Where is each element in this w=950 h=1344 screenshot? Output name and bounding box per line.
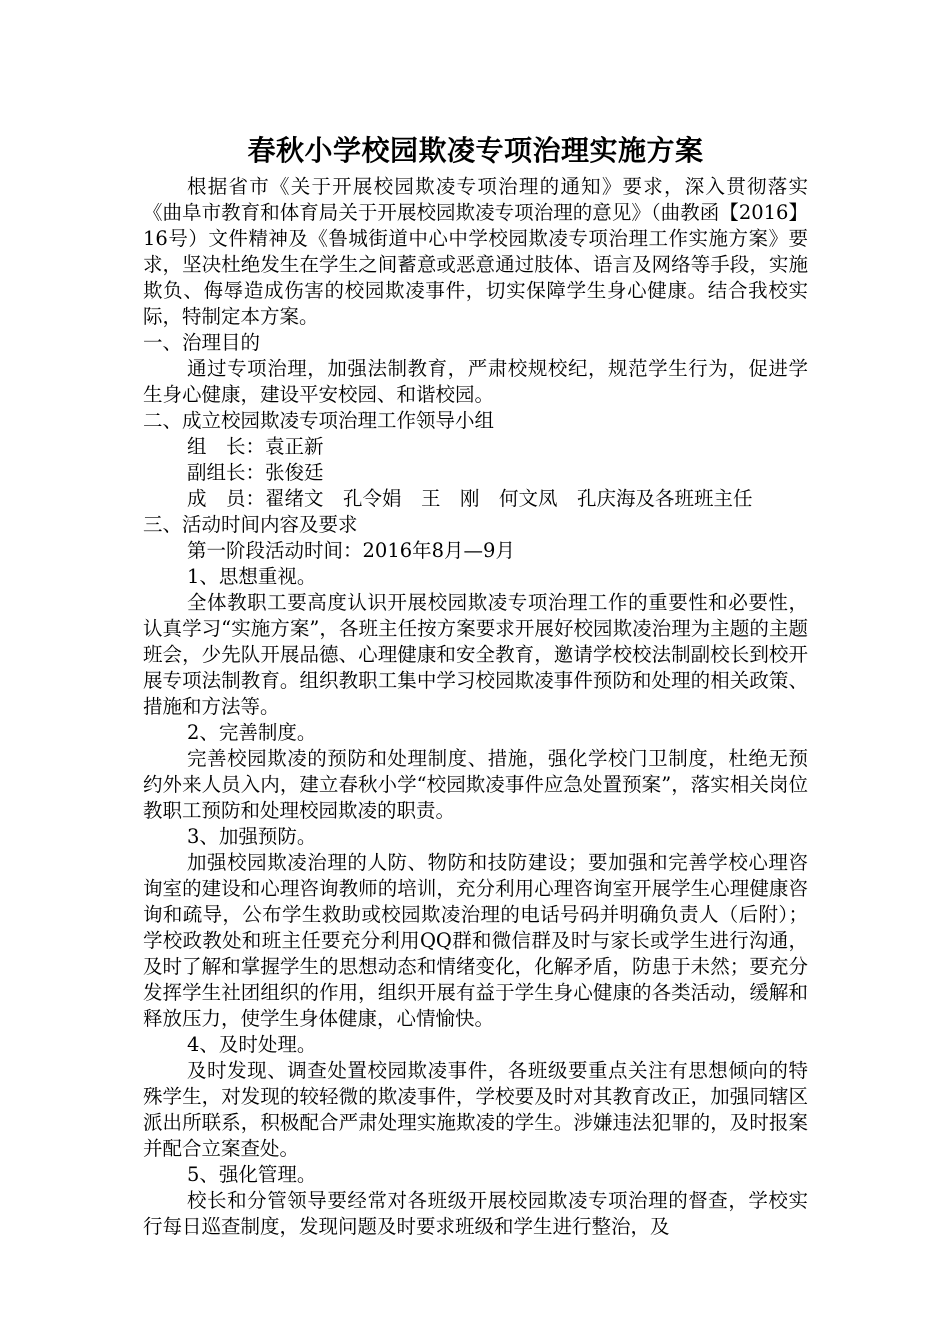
item-5-body: 校长和分管领导要经常对各班级开展校园欺凌专项治理的督查，学校实行每日巡查制度，发现问题及时要求班级和学生进行整治，及 (143, 1189, 808, 1238)
group-deputy-leader: 副组长：张俊廷 (187, 461, 324, 484)
item-3-title: 3、加强预防。 (187, 825, 317, 848)
item-1-body: 全体教职工要高度认识开展校园欺凌专项治理工作的重要性和必要性，认真学习“实施方案”，各班主任按方案要求开展好校园欺凌治理为主题的主题班会，少先队开展品德、心理健康和安全教育，邀请学校校法制副校长到校开展专项法制教育。组织教职工集中学习校园欺凌事件预防和处理的相关政策、措施和方法等。 (143, 591, 808, 718)
section-1-heading: 一、治理目的 (143, 331, 261, 354)
document-title: 春秋小学校园欺凌专项治理实施方案 (247, 134, 704, 167)
item-2-title: 2、完善制度。 (187, 721, 317, 744)
intro-paragraph: 根据省市《关于开展校园欺凌专项治理的通知》要求，深入贯彻落实《曲阜市教育和体育局关于开展校园欺凌专项治理的意见》（曲教函【2016】16号）文件精神及《鲁城街道中心中学校园欺凌专项治理工作实施方案》要求，坚决杜绝发生在学生之间蓄意或恶意通过肢体、语言及网络等手段，实施欺负、侮辱造成伤害的校园欺凌事件，切实保障学生身心健康。结合我校实际，特制定本方案。 (143, 175, 808, 328)
document-page (143, 130, 808, 1240)
item-4-body: 及时发现、调查处置校园欺凌事件，各班级要重点关注有思想倾向的特殊学生，对发现的较轻微的欺凌事件，学校要及时对其教育改正，加强同辖区派出所联系，积极配合严肃处理实施欺凌的学生。涉嫌违法犯罪的，及时报案并配合立案查处。 (143, 1059, 808, 1160)
phase-time: 第一阶段活动时间：2016年8月—9月 (187, 539, 515, 562)
item-1-title: 1、思想重视。 (187, 565, 317, 588)
item-3-body: 加强校园欺凌治理的人防、物防和技防建设；要加强和完善学校心理咨询室的建设和心理咨询教师的培训，充分利用心理咨询室开展学生心理健康咨询和疏导，公布学生救助或校园欺凌治理的电话号码并明确负责人（后附）；学校政教处和班主任要充分利用QQ群和微信群及时与家长或学生进行沟通，及时了解和掌握学生的思想动态和情绪变化，化解矛盾，防患于未然；要充分发挥学生社团组织的作用，组织开展有益于学生身心健康的各类活动，缓解和释放压力，使学生身体健康，心情愉快。 (143, 851, 808, 1030)
item-5-title: 5、强化管理。 (187, 1163, 317, 1186)
item-2-body: 完善校园欺凌的预防和处理制度、措施，强化学校门卫制度，杜绝无预约外来人员入内，建立春秋小学“校园欺凌事件应急处置预案”，落实相关岗位教职工预防和处理校园欺凌的职责。 (143, 747, 808, 822)
group-leader: 组 长：袁正新 (187, 435, 324, 458)
section-2-heading: 二、成立校园欺凌专项治理工作领导小组 (143, 409, 495, 432)
section-1-body: 通过专项治理，加强法制教育，严肃校规校纪，规范学生行为，促进学生身心健康，建设平安校园、和谐校园。 (143, 357, 808, 406)
section-3-heading: 三、活动时间内容及要求 (143, 513, 358, 536)
item-4-title: 4、及时处理。 (187, 1033, 317, 1056)
group-members: 成 员：翟绪文 孔令娟 王 刚 何文凤 孔庆海及各班班主任 (187, 487, 753, 510)
